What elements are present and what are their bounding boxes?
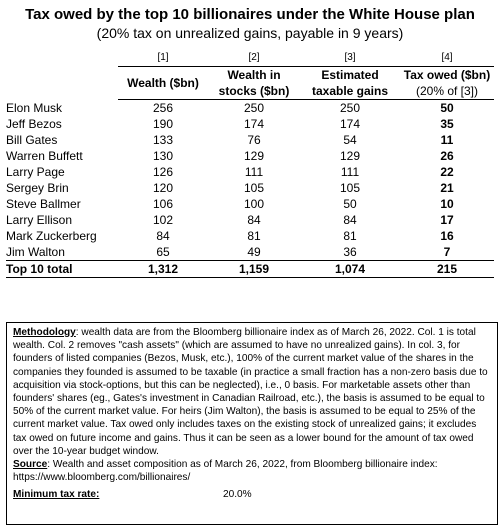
row-stocks: 129 [243, 149, 265, 163]
row-gains: 174 [339, 117, 361, 131]
header-tax-line2: (20% of [3]) [415, 84, 479, 98]
column-index-row [6, 50, 494, 67]
row-name: Jim Walton [6, 245, 65, 259]
total-label: Top 10 total [6, 261, 118, 278]
row-tax: 10 [440, 197, 454, 211]
total-gains: 1,074 [300, 261, 400, 278]
row-gains: 50 [343, 197, 357, 211]
row-name: Steve Ballmer [6, 197, 81, 211]
header-stocks-line1: Wealth in [227, 68, 281, 82]
row-gains: 129 [339, 149, 361, 163]
row-name: Mark Zuckerberg [6, 229, 97, 243]
row-stocks: 174 [243, 117, 265, 131]
total-wealth: 1,312 [118, 261, 208, 278]
billionaire-tax-table [6, 50, 494, 278]
row-wealth: 256 [152, 101, 174, 115]
row-wealth: 126 [152, 165, 174, 179]
row-stocks: 250 [243, 101, 265, 115]
methodology-note [13, 326, 491, 458]
table-row [6, 132, 494, 148]
methodology-label: Methodology [13, 327, 76, 338]
row-wealth: 190 [152, 117, 174, 131]
row-wealth: 130 [152, 149, 174, 163]
row-tax: 16 [440, 229, 454, 243]
source-label: Source [13, 459, 48, 471]
blank-cell [6, 67, 118, 100]
row-gains: 250 [339, 101, 361, 115]
table-row [6, 180, 494, 196]
row-name: Larry Ellison [6, 213, 73, 227]
table-subtitle: (20% tax on unrealized gains, payable in 9 years) [96, 25, 404, 41]
table-row [6, 244, 494, 261]
table-row [6, 148, 494, 164]
row-stocks: 49 [247, 245, 261, 259]
row-tax: 11 [440, 133, 454, 147]
min-tax-rate [13, 488, 491, 501]
row-name: Elon Musk [6, 100, 63, 115]
row-tax: 17 [440, 213, 454, 227]
row-name: Warren Buffett [6, 149, 83, 163]
notes-box [6, 322, 498, 525]
row-wealth: 65 [156, 245, 170, 259]
row-name: Sergey Brin [6, 181, 69, 195]
row-stocks: 81 [247, 229, 261, 243]
total-tax: 215 [400, 261, 494, 278]
row-tax: 7 [443, 245, 451, 259]
row-stocks: 84 [247, 213, 261, 227]
col-index-1: [1] [118, 50, 208, 67]
table-title: Tax owed by the top 10 billionaires under the White House plan [25, 6, 475, 23]
col-index-3: [3] [300, 50, 400, 67]
source-text: : Wealth and asset composition as of March 26, 2022, from Bloomberg billionaire index: https://www.bloomberg.com/billionaires/ [13, 459, 438, 484]
blank-cell [6, 50, 118, 67]
row-tax: 26 [440, 149, 454, 163]
row-stocks: 76 [247, 133, 261, 147]
row-wealth: 102 [152, 213, 174, 227]
row-stocks: 100 [243, 197, 265, 211]
col-index-2: [2] [208, 50, 300, 67]
row-gains: 84 [343, 213, 357, 227]
row-tax: 50 [440, 101, 454, 115]
row-wealth: 133 [152, 133, 174, 147]
min-tax-label: Minimum tax rate: [13, 489, 100, 501]
header-gains [300, 67, 400, 100]
row-name: Jeff Bezos [6, 117, 62, 131]
table-row [6, 228, 494, 244]
min-tax-value: 20.0% [223, 489, 252, 501]
row-name: Larry Page [6, 165, 65, 179]
header-row [6, 67, 494, 100]
row-tax: 22 [440, 165, 454, 179]
row-wealth: 120 [152, 181, 174, 195]
row-gains: 54 [343, 133, 357, 147]
row-gains: 36 [343, 245, 357, 259]
header-stocks [208, 67, 300, 100]
row-tax: 35 [440, 117, 454, 131]
row-stocks: 111 [244, 165, 264, 179]
table-row [6, 116, 494, 132]
col-index-4: [4] [400, 50, 494, 67]
row-name: Bill Gates [6, 133, 58, 147]
row-gains: 105 [339, 181, 361, 195]
total-row [6, 261, 494, 278]
header-wealth: Wealth ($bn) [118, 67, 208, 100]
total-stocks: 1,159 [208, 261, 300, 278]
table-row [6, 164, 494, 180]
row-gains: 111 [340, 165, 360, 179]
source-note [13, 458, 491, 484]
table-row [6, 100, 494, 117]
row-tax: 21 [440, 181, 454, 195]
row-wealth: 84 [156, 229, 170, 243]
table-row [6, 196, 494, 212]
header-gains-line1: Estimated [321, 68, 379, 82]
table-row [6, 212, 494, 228]
header-stocks-line2: stocks ($bn) [218, 84, 290, 98]
header-tax-line1: Tax owed ($bn) [403, 68, 491, 82]
row-stocks: 105 [243, 181, 265, 195]
header-gains-line2: taxable gains [311, 84, 389, 98]
header-tax [400, 67, 494, 100]
row-gains: 81 [343, 229, 357, 243]
methodology-text: : wealth data are from the Bloomberg billionaire index as of March 26, 2022. Col. 1 is total wealth. Col. 2 removes "cash assets" (which are assumed to have no unrealized gains). In col. 3, for founders of listed companies (Bezos, Musk, etc.), 100% of the current market value of the shares in the companies they founded is assumed to be taxable (in practice a small fraction has a non-zero basis due to acquisition via stock-options, but this can be neglected), i.e., 0 basis. For marketable assets other than founders' shares (eg., Gates's investment in Canadian Railroad, etc.), the basis is assumed to be equal to 50% of the current market value. For heirs (Jim Walton), the basis is assumed to be equal to 25% of the current market value. Tax owed only includes taxes on the existing stock of unrealized gains; it excludes tax owed on future income and gains. Thus it can be seen as a lower bound for the amount of tax owed over the 10-year budget window. [13, 327, 488, 457]
row-wealth: 106 [152, 197, 174, 211]
